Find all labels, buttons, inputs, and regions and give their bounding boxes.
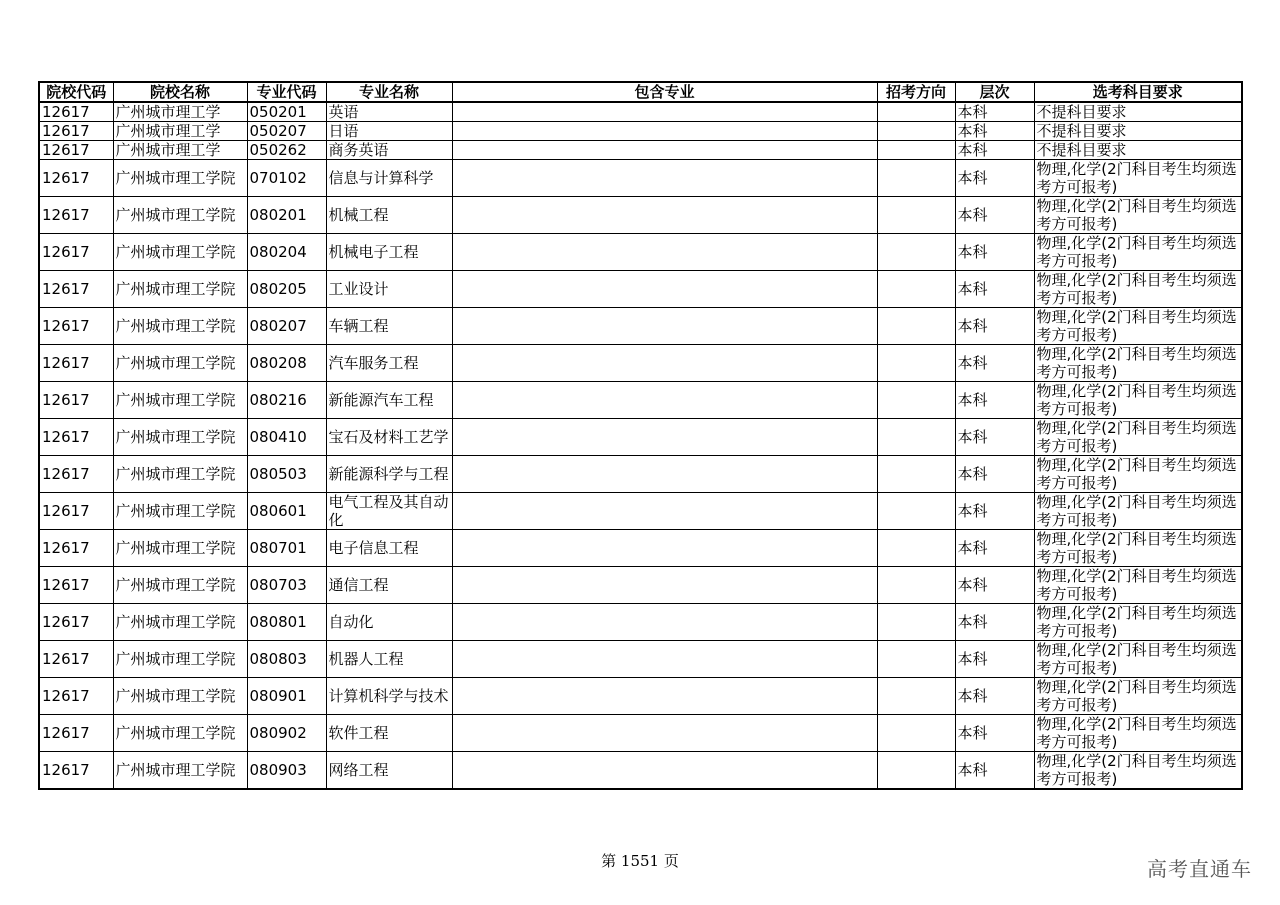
table-row (39, 641, 1242, 678)
subject-requirements-cell: 物理,化学(2门科目考生均须选考方可报考) (1034, 641, 1242, 678)
table-row (39, 160, 1242, 197)
table-row (39, 604, 1242, 641)
major-name-cell: 新能源汽车工程 (326, 382, 452, 419)
level-cell: 本科 (955, 271, 1034, 308)
school-name-cell: 广州城市理工学 (113, 102, 247, 122)
included-majors-cell (452, 493, 877, 530)
level-cell: 本科 (955, 752, 1034, 790)
school-name-cell: 广州城市理工学 (113, 141, 247, 160)
major-name-cell: 自动化 (326, 604, 452, 641)
major-name-cell: 电气工程及其自动化 (326, 493, 452, 530)
page-number: 第 1551 页 (601, 852, 679, 870)
included-majors-cell (452, 419, 877, 456)
major-code-cell: 080410 (247, 419, 326, 456)
subject-requirements-cell: 物理,化学(2门科目考生均须选考方可报考) (1034, 345, 1242, 382)
table-row (39, 715, 1242, 752)
table-row (39, 752, 1242, 790)
school-code-cell: 12617 (39, 234, 113, 271)
major-name-cell: 机器人工程 (326, 641, 452, 678)
table-row (39, 141, 1242, 160)
header-school-name: 院校名称 (113, 82, 247, 102)
school-code-cell: 12617 (39, 419, 113, 456)
included-majors-cell (452, 234, 877, 271)
major-name-cell: 车辆工程 (326, 308, 452, 345)
school-name-cell: 广州城市理工学院 (113, 493, 247, 530)
major-name-cell: 通信工程 (326, 567, 452, 604)
school-code-cell: 12617 (39, 456, 113, 493)
school-code-cell: 12617 (39, 604, 113, 641)
table-row (39, 456, 1242, 493)
school-code-cell: 12617 (39, 102, 113, 122)
header-admission-direction: 招考方向 (877, 82, 955, 102)
level-cell: 本科 (955, 678, 1034, 715)
subject-requirements-cell: 物理,化学(2门科目考生均须选考方可报考) (1034, 197, 1242, 234)
included-majors-cell (452, 160, 877, 197)
major-name-cell: 网络工程 (326, 752, 452, 790)
school-code-cell: 12617 (39, 715, 113, 752)
major-code-cell: 080204 (247, 234, 326, 271)
admission-direction-cell (877, 141, 955, 160)
school-name-cell: 广州城市理工学院 (113, 382, 247, 419)
included-majors-cell (452, 567, 877, 604)
school-name-cell: 广州城市理工学院 (113, 567, 247, 604)
header-level: 层次 (955, 82, 1034, 102)
school-name-cell: 广州城市理工学院 (113, 604, 247, 641)
admission-direction-cell (877, 102, 955, 122)
school-name-cell: 广州城市理工学院 (113, 234, 247, 271)
subject-requirements-cell: 物理,化学(2门科目考生均须选考方可报考) (1034, 715, 1242, 752)
subject-requirements-cell: 物理,化学(2门科目考生均须选考方可报考) (1034, 160, 1242, 197)
major-name-cell: 宝石及材料工艺学 (326, 419, 452, 456)
level-cell: 本科 (955, 567, 1034, 604)
admission-direction-cell (877, 419, 955, 456)
admission-direction-cell (877, 234, 955, 271)
table-row (39, 567, 1242, 604)
included-majors-cell (452, 456, 877, 493)
school-name-cell: 广州城市理工学院 (113, 456, 247, 493)
school-code-cell: 12617 (39, 271, 113, 308)
major-code-cell: 080701 (247, 530, 326, 567)
school-name-cell: 广州城市理工学院 (113, 160, 247, 197)
school-name-cell: 广州城市理工学院 (113, 641, 247, 678)
included-majors-cell (452, 197, 877, 234)
included-majors-cell (452, 604, 877, 641)
table-row (39, 102, 1242, 122)
admission-direction-cell (877, 122, 955, 141)
subject-requirements-cell: 物理,化学(2门科目考生均须选考方可报考) (1034, 234, 1242, 271)
admission-direction-cell (877, 641, 955, 678)
included-majors-cell (452, 122, 877, 141)
admission-direction-cell (877, 345, 955, 382)
header-included-majors: 包含专业 (452, 82, 877, 102)
school-code-cell: 12617 (39, 641, 113, 678)
included-majors-cell (452, 641, 877, 678)
school-code-cell: 12617 (39, 122, 113, 141)
major-name-cell: 英语 (326, 102, 452, 122)
school-code-cell: 12617 (39, 382, 113, 419)
included-majors-cell (452, 271, 877, 308)
subject-requirements-cell: 物理,化学(2门科目考生均须选考方可报考) (1034, 308, 1242, 345)
major-name-cell: 工业设计 (326, 271, 452, 308)
major-code-cell: 080207 (247, 308, 326, 345)
table-body (39, 102, 1242, 789)
level-cell: 本科 (955, 530, 1034, 567)
school-code-cell: 12617 (39, 752, 113, 790)
admission-direction-cell (877, 567, 955, 604)
included-majors-cell (452, 102, 877, 122)
level-cell: 本科 (955, 102, 1034, 122)
header-subject-requirements: 选考科目要求 (1034, 82, 1242, 102)
subject-requirements-cell: 物理,化学(2门科目考生均须选考方可报考) (1034, 567, 1242, 604)
major-name-cell: 电子信息工程 (326, 530, 452, 567)
admission-direction-cell (877, 678, 955, 715)
subject-requirements-cell: 不提科目要求 (1034, 102, 1242, 122)
major-code-cell: 080803 (247, 641, 326, 678)
level-cell: 本科 (955, 715, 1034, 752)
table-row (39, 419, 1242, 456)
admissions-table-container (38, 81, 1241, 790)
school-name-cell: 广州城市理工学院 (113, 197, 247, 234)
subject-requirements-cell: 物理,化学(2门科目考生均须选考方可报考) (1034, 271, 1242, 308)
table-header-row (39, 82, 1242, 102)
level-cell: 本科 (955, 419, 1034, 456)
watermark-logo-text: 高考直通车 (1147, 857, 1252, 881)
admission-direction-cell (877, 530, 955, 567)
admission-direction-cell (877, 456, 955, 493)
level-cell: 本科 (955, 345, 1034, 382)
admission-direction-cell (877, 715, 955, 752)
level-cell: 本科 (955, 604, 1034, 641)
table-row (39, 122, 1242, 141)
school-code-cell: 12617 (39, 493, 113, 530)
school-name-cell: 广州城市理工学院 (113, 678, 247, 715)
school-name-cell: 广州城市理工学 (113, 122, 247, 141)
admission-direction-cell (877, 308, 955, 345)
subject-requirements-cell: 物理,化学(2门科目考生均须选考方可报考) (1034, 752, 1242, 790)
school-name-cell: 广州城市理工学院 (113, 715, 247, 752)
level-cell: 本科 (955, 308, 1034, 345)
header-school-code: 院校代码 (39, 82, 113, 102)
level-cell: 本科 (955, 197, 1034, 234)
school-code-cell: 12617 (39, 197, 113, 234)
header-major-code: 专业代码 (247, 82, 326, 102)
major-name-cell: 计算机科学与技术 (326, 678, 452, 715)
level-cell: 本科 (955, 160, 1034, 197)
major-name-cell: 日语 (326, 122, 452, 141)
major-code-cell: 080201 (247, 197, 326, 234)
included-majors-cell (452, 382, 877, 419)
included-majors-cell (452, 141, 877, 160)
table-row (39, 308, 1242, 345)
school-name-cell: 广州城市理工学院 (113, 271, 247, 308)
major-name-cell: 机械工程 (326, 197, 452, 234)
major-code-cell: 050207 (247, 122, 326, 141)
school-code-cell: 12617 (39, 141, 113, 160)
subject-requirements-cell: 不提科目要求 (1034, 122, 1242, 141)
level-cell: 本科 (955, 234, 1034, 271)
table-row (39, 678, 1242, 715)
major-code-cell: 070102 (247, 160, 326, 197)
school-name-cell: 广州城市理工学院 (113, 752, 247, 790)
subject-requirements-cell: 物理,化学(2门科目考生均须选考方可报考) (1034, 456, 1242, 493)
level-cell: 本科 (955, 382, 1034, 419)
school-name-cell: 广州城市理工学院 (113, 419, 247, 456)
admission-direction-cell (877, 271, 955, 308)
major-code-cell: 080903 (247, 752, 326, 790)
subject-requirements-cell: 物理,化学(2门科目考生均须选考方可报考) (1034, 419, 1242, 456)
major-code-cell: 050201 (247, 102, 326, 122)
school-code-cell: 12617 (39, 308, 113, 345)
major-name-cell: 机械电子工程 (326, 234, 452, 271)
table-row (39, 271, 1242, 308)
major-code-cell: 080205 (247, 271, 326, 308)
major-code-cell: 050262 (247, 141, 326, 160)
admission-direction-cell (877, 752, 955, 790)
admission-direction-cell (877, 604, 955, 641)
major-name-cell: 信息与计算科学 (326, 160, 452, 197)
included-majors-cell (452, 530, 877, 567)
admission-direction-cell (877, 382, 955, 419)
admission-direction-cell (877, 493, 955, 530)
table-row (39, 197, 1242, 234)
table-row (39, 382, 1242, 419)
major-name-cell: 商务英语 (326, 141, 452, 160)
school-code-cell: 12617 (39, 345, 113, 382)
included-majors-cell (452, 715, 877, 752)
level-cell: 本科 (955, 456, 1034, 493)
subject-requirements-cell: 不提科目要求 (1034, 141, 1242, 160)
school-name-cell: 广州城市理工学院 (113, 308, 247, 345)
school-code-cell: 12617 (39, 160, 113, 197)
subject-requirements-cell: 物理,化学(2门科目考生均须选考方可报考) (1034, 678, 1242, 715)
header-major-name: 专业名称 (326, 82, 452, 102)
admission-direction-cell (877, 160, 955, 197)
level-cell: 本科 (955, 493, 1034, 530)
major-code-cell: 080703 (247, 567, 326, 604)
major-code-cell: 080503 (247, 456, 326, 493)
subject-requirements-cell: 物理,化学(2门科目考生均须选考方可报考) (1034, 493, 1242, 530)
school-code-cell: 12617 (39, 530, 113, 567)
included-majors-cell (452, 752, 877, 790)
school-name-cell: 广州城市理工学院 (113, 345, 247, 382)
admissions-table (38, 81, 1243, 790)
major-name-cell: 汽车服务工程 (326, 345, 452, 382)
level-cell: 本科 (955, 141, 1034, 160)
subject-requirements-cell: 物理,化学(2门科目考生均须选考方可报考) (1034, 530, 1242, 567)
subject-requirements-cell: 物理,化学(2门科目考生均须选考方可报考) (1034, 604, 1242, 641)
included-majors-cell (452, 678, 877, 715)
level-cell: 本科 (955, 641, 1034, 678)
included-majors-cell (452, 345, 877, 382)
major-code-cell: 080902 (247, 715, 326, 752)
admission-direction-cell (877, 197, 955, 234)
included-majors-cell (452, 308, 877, 345)
subject-requirements-cell: 物理,化学(2门科目考生均须选考方可报考) (1034, 382, 1242, 419)
table-row (39, 493, 1242, 530)
school-name-cell: 广州城市理工学院 (113, 530, 247, 567)
table-row (39, 345, 1242, 382)
major-code-cell: 080216 (247, 382, 326, 419)
major-name-cell: 新能源科学与工程 (326, 456, 452, 493)
major-code-cell: 080601 (247, 493, 326, 530)
table-row (39, 234, 1242, 271)
school-code-cell: 12617 (39, 567, 113, 604)
major-name-cell: 软件工程 (326, 715, 452, 752)
major-code-cell: 080901 (247, 678, 326, 715)
table-row (39, 530, 1242, 567)
level-cell: 本科 (955, 122, 1034, 141)
school-code-cell: 12617 (39, 678, 113, 715)
major-code-cell: 080801 (247, 604, 326, 641)
major-code-cell: 080208 (247, 345, 326, 382)
